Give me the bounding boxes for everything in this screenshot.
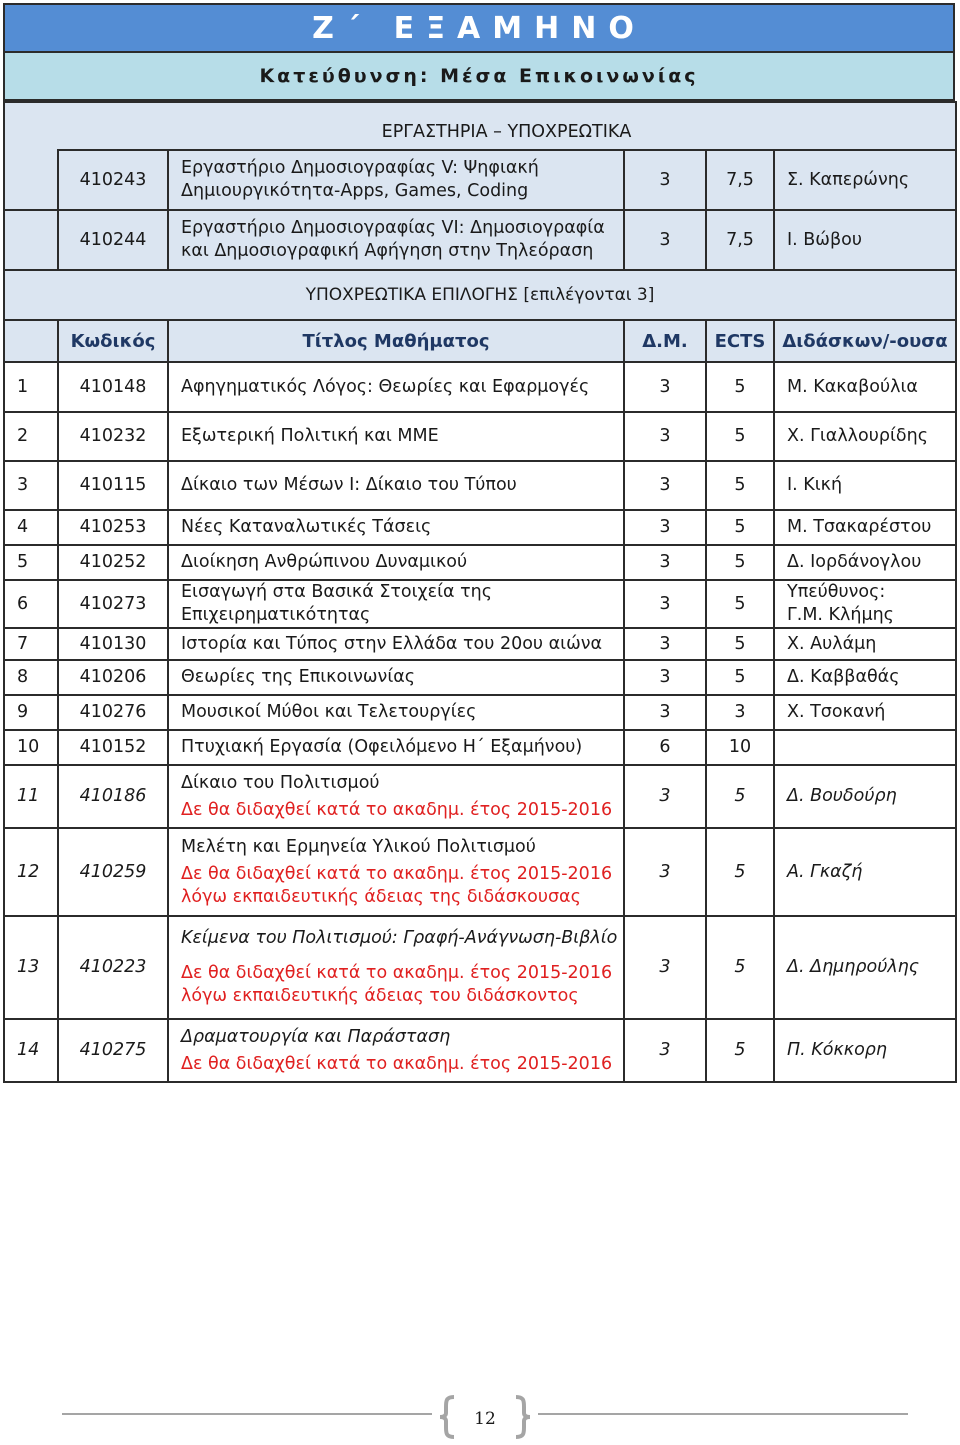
course-instructor: Δ. Βουδούρη xyxy=(774,765,956,828)
course-ects: 5 xyxy=(706,765,774,828)
course-instructor: Ι. Βώβου xyxy=(774,210,956,270)
course-instructor: Π. Κόκκορη xyxy=(774,1019,956,1082)
course-code: 410253 xyxy=(58,510,168,545)
table-row xyxy=(4,412,956,461)
course-instructor: Σ. Καπερώνης xyxy=(774,150,956,210)
course-title: Πτυχιακή Εργασία (Οφειλόμενο Η΄ Εξαμήνου) xyxy=(168,730,624,765)
course-dm: 3 xyxy=(624,628,706,660)
course-instructor: Υπεύθυνος: Γ.Μ. Κλήμης xyxy=(774,580,956,628)
course-code: 410244 xyxy=(58,210,168,270)
row-number: 5 xyxy=(4,545,58,580)
lab-row xyxy=(4,210,956,270)
left-brace-icon xyxy=(436,1395,460,1439)
course-code: 410223 xyxy=(58,916,168,1019)
semester-title: Ζ΄ ΕΞΑΜΗΝΟ xyxy=(3,3,955,53)
table-row xyxy=(4,730,956,765)
course-title: Δίκαιο του Πολιτισμού Δε θα διδαχθεί κατά το ακαδημ. έτος 2015-2016 xyxy=(168,765,624,828)
course-ects: 5 xyxy=(706,828,774,916)
course-dm: 3 xyxy=(624,545,706,580)
not-taught-note: Δε θα διδαχθεί κατά το ακαδημ. έτος 2015-2016 xyxy=(181,799,613,820)
course-code: 410243 xyxy=(58,150,168,210)
course-ects: 5 xyxy=(706,362,774,412)
row-number: 11 xyxy=(4,765,58,828)
course-code: 410148 xyxy=(58,362,168,412)
course-instructor: Μ. Κακαβούλια xyxy=(774,362,956,412)
course-instructor: Δ. Καββαθάς xyxy=(774,660,956,695)
row-number: 9 xyxy=(4,695,58,730)
course-instructor: Χ. Γιαλλουρίδης xyxy=(774,412,956,461)
course-dm: 3 xyxy=(624,362,706,412)
row-number: 7 xyxy=(4,628,58,660)
page-footer xyxy=(62,1395,908,1445)
course-dm: 3 xyxy=(624,765,706,828)
course-ects: 5 xyxy=(706,1019,774,1082)
course-title: Εργαστήριο Δημοσιογραφίας V: Ψηφιακή Δημιουργικότητα-Apps, Games, Coding xyxy=(168,150,624,210)
footer-rule-right xyxy=(538,1413,908,1415)
course-code: 410232 xyxy=(58,412,168,461)
page-number: 12 xyxy=(474,1409,496,1429)
column-header-ects: ECTS xyxy=(706,320,774,362)
leave-note: λόγω εκπαιδευτικής άδειας της διδάσκουσας xyxy=(181,886,581,907)
course-dm: 3 xyxy=(624,150,706,210)
course-title: Θεωρίες της Επικοινωνίας xyxy=(168,660,624,695)
course-code: 410152 xyxy=(58,730,168,765)
course-dm: 3 xyxy=(624,828,706,916)
direction-title: Κατεύθυνση: Μέσα Επικοινωνίας xyxy=(3,53,955,101)
course-dm: 3 xyxy=(624,916,706,1019)
course-dm: 3 xyxy=(624,1019,706,1082)
course-title: Δραματουργία και Παράσταση Δε θα διδαχθεί κατά το ακαδημ. έτος 2015-2016 xyxy=(168,1019,624,1082)
electives-section-title: ΥΠΟΧΡΕΩΤΙΚΑ ΕΠΙΛΟΓΗΣ [επιλέγονται 3] xyxy=(4,270,956,320)
not-taught-note: Δε θα διδαχθεί κατά το ακαδημ. έτος 2015-2016 xyxy=(181,1053,613,1074)
course-title: Νέες Καταναλωτικές Τάσεις xyxy=(168,510,624,545)
course-dm: 3 xyxy=(624,695,706,730)
not-taught-note: Δε θα διδαχθεί κατά το ακαδημ. έτος 2015-2016 xyxy=(181,963,613,983)
row-number: 13 xyxy=(4,916,58,1019)
course-dm: 3 xyxy=(624,412,706,461)
table-row xyxy=(4,461,956,510)
row-number: 1 xyxy=(4,362,58,412)
course-instructor: Α. Γκαζή xyxy=(774,828,956,916)
course-instructor: Χ. Τσοκανή xyxy=(774,695,956,730)
course-dm: 3 xyxy=(624,461,706,510)
course-code: 410206 xyxy=(58,660,168,695)
labs-section-title: ΕΡΓΑΣΤΗΡΙΑ – ΥΠΟΧΡΕΩΤΙΚΑ xyxy=(58,102,956,150)
row-number: 6 xyxy=(4,580,58,628)
course-code: 410259 xyxy=(58,828,168,916)
column-header-instructor: Διδάσκων/-ουσα xyxy=(774,320,956,362)
course-ects: 7,5 xyxy=(706,210,774,270)
column-header-dm: Δ.Μ. xyxy=(624,320,706,362)
course-title: Κείμενα του Πολιτισμού: Γραφή-Ανάγνωση-Βιβλίο Δε θα διδαχθεί κατά το ακαδημ. έτος 2015-2016 λόγω εκπαιδευτικής άδειας του διδάσκοντος xyxy=(168,916,624,1019)
table-row xyxy=(4,362,956,412)
course-instructor: Δ. Δημηρούλης xyxy=(774,916,956,1019)
column-header-title: Τίτλος Μαθήματος xyxy=(168,320,624,362)
course-title: Ιστορία και Τύπος στην Ελλάδα του 20ου αιώνα xyxy=(168,628,624,660)
course-title: Εργαστήριο Δημοσιογραφίας VI: Δημοσιογραφία και Δημοσιογραφική Αφήγηση στην Τηλεόραση xyxy=(168,210,624,270)
row-number: 14 xyxy=(4,1019,58,1082)
course-title: Μουσικοί Μύθοι και Τελετουργίες xyxy=(168,695,624,730)
column-header-code: Κωδικός xyxy=(58,320,168,362)
table-row xyxy=(4,828,956,916)
course-instructor: Χ. Αυλάμη xyxy=(774,628,956,660)
right-brace-icon xyxy=(510,1395,534,1439)
row-number: 2 xyxy=(4,412,58,461)
course-ects: 5 xyxy=(706,660,774,695)
course-code: 410186 xyxy=(58,765,168,828)
course-instructor: Δ. Ιορδάνογλου xyxy=(774,545,956,580)
column-header-row xyxy=(4,320,956,362)
course-title: Αφηγηματικός Λόγος: Θεωρίες και Εφαρμογές xyxy=(168,362,624,412)
course-title: Εισαγωγή στα Βασικά Στοιχεία της Επιχειρηματικότητας xyxy=(168,580,624,628)
row-number: 12 xyxy=(4,828,58,916)
course-instructor: Ι. Κική xyxy=(774,461,956,510)
table-row xyxy=(4,660,956,695)
lab-row xyxy=(4,150,956,210)
table-row xyxy=(4,695,956,730)
table-row xyxy=(4,1019,956,1082)
footer-rule-left xyxy=(62,1413,432,1415)
course-ects: 10 xyxy=(706,730,774,765)
course-title: Εξωτερική Πολιτική και ΜΜΕ xyxy=(168,412,624,461)
course-title: Δίκαιο των Μέσων Ι: Δίκαιο του Τύπου xyxy=(168,461,624,510)
table-row xyxy=(4,510,956,545)
course-instructor: Μ. Τσακαρέστου xyxy=(774,510,956,545)
course-dm: 6 xyxy=(624,730,706,765)
table-row xyxy=(4,580,956,628)
course-code: 410276 xyxy=(58,695,168,730)
course-code: 410130 xyxy=(58,628,168,660)
course-ects: 5 xyxy=(706,628,774,660)
course-dm: 3 xyxy=(624,210,706,270)
course-ects: 5 xyxy=(706,580,774,628)
course-code: 410252 xyxy=(58,545,168,580)
course-code: 410273 xyxy=(58,580,168,628)
course-title: Διοίκηση Ανθρώπινου Δυναμικού xyxy=(168,545,624,580)
not-taught-note: Δε θα διδαχθεί κατά το ακαδημ. έτος 2015-2016 xyxy=(181,863,613,884)
table-row xyxy=(4,628,956,660)
course-dm: 3 xyxy=(624,580,706,628)
electives-section-header xyxy=(4,270,956,320)
leave-note: λόγω εκπαιδευτικής άδειας του διδάσκοντος xyxy=(181,986,579,1006)
course-ects: 5 xyxy=(706,412,774,461)
course-code: 410115 xyxy=(58,461,168,510)
labs-section-header xyxy=(4,102,956,150)
course-dm: 3 xyxy=(624,660,706,695)
table-row xyxy=(4,765,956,828)
course-title: Μελέτη και Ερμηνεία Υλικού Πολιτισμού Δε θα διδαχθεί κατά το ακαδημ. έτος 2015-2016 λόγω εκπαιδευτικής άδειας της διδάσκουσας xyxy=(168,828,624,916)
course-ects: 5 xyxy=(706,510,774,545)
table-row xyxy=(4,916,956,1019)
course-ects: 5 xyxy=(706,545,774,580)
semester-page xyxy=(3,3,955,1083)
course-ects: 3 xyxy=(706,695,774,730)
course-table xyxy=(3,101,957,1083)
course-ects: 7,5 xyxy=(706,150,774,210)
course-ects: 5 xyxy=(706,916,774,1019)
row-number: 10 xyxy=(4,730,58,765)
course-dm: 3 xyxy=(624,510,706,545)
row-number: 3 xyxy=(4,461,58,510)
row-number: 8 xyxy=(4,660,58,695)
course-code: 410275 xyxy=(58,1019,168,1082)
course-ects: 5 xyxy=(706,461,774,510)
row-number: 4 xyxy=(4,510,58,545)
table-row xyxy=(4,545,956,580)
course-instructor xyxy=(774,730,956,765)
